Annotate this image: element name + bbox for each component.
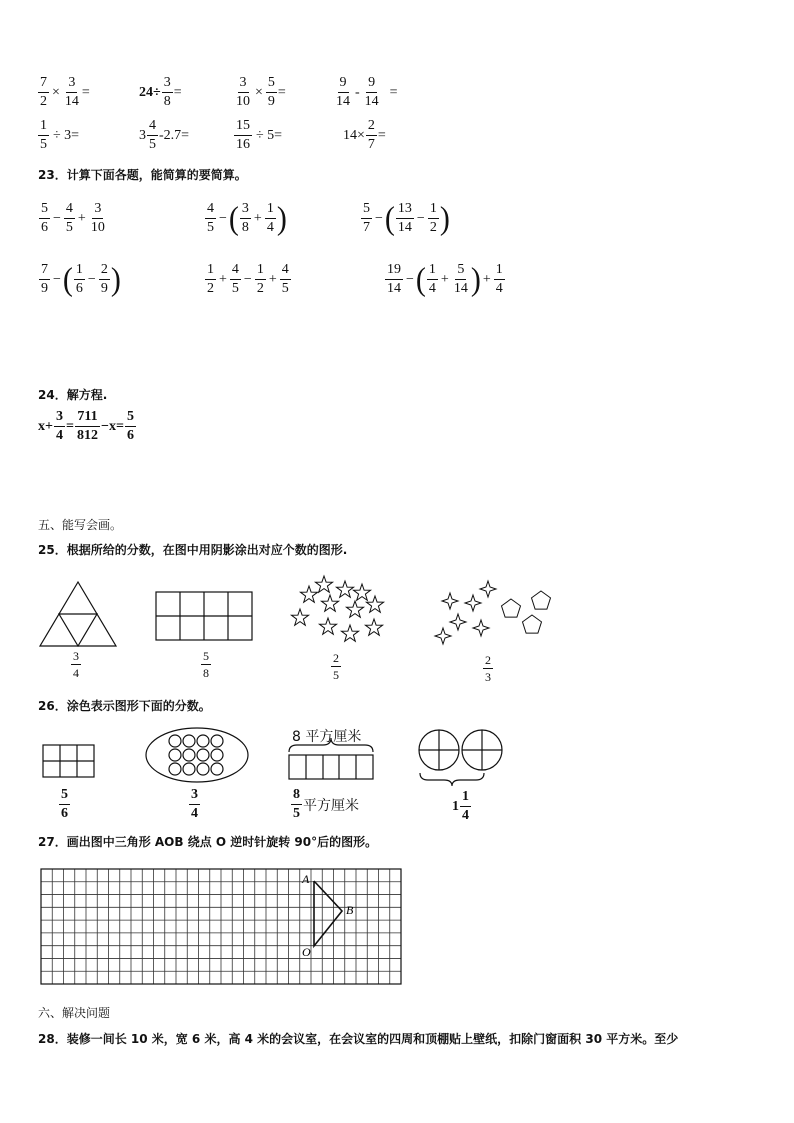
denominator: 6 [126, 428, 134, 443]
sparkle-icon [435, 628, 451, 644]
denominator: 6 [41, 220, 48, 235]
denominator: 9 [267, 94, 275, 109]
right-paren: ) [276, 199, 287, 237]
right-paren: ) [110, 260, 121, 298]
operator: − [375, 210, 383, 226]
two-circles-figure [419, 730, 502, 770]
denominator: 5 [333, 668, 339, 682]
denominator: 8 [203, 666, 209, 680]
problem-24-title: 24．解方程. [38, 388, 108, 402]
sparkles-and-pentagons-figure [435, 581, 551, 644]
brace-icon [410, 770, 490, 790]
right-paren: ) [470, 260, 481, 298]
numerator: 711 [75, 410, 99, 427]
star-icon [321, 595, 338, 611]
numerator: 9 [366, 76, 377, 93]
denominator: 5 [40, 137, 47, 152]
problem-25-figures [30, 570, 590, 685]
operator: × [255, 84, 263, 100]
numerator: 3 [54, 410, 65, 427]
denominator: 2 [207, 281, 214, 296]
numerator: 8 [291, 788, 302, 805]
denominator: 3 [485, 670, 491, 684]
operator: − [406, 271, 414, 287]
prefix: 14× [343, 127, 365, 143]
star-icon [365, 619, 382, 635]
numerator: 1 [265, 202, 276, 219]
p23-row1-e2 [204, 199, 287, 237]
pentagon-icon [502, 599, 521, 617]
denominator: 5 [207, 220, 214, 235]
problem-25-title: 25．根据所给的分数，在图中用阴影涂出对应个数的图形. [38, 543, 348, 557]
numerator: 4 [205, 202, 216, 219]
numerator: 5 [203, 649, 209, 663]
denominator: 8 [163, 94, 171, 109]
denominator: 4 [73, 666, 79, 680]
denominator: 2 [429, 220, 437, 235]
numerator: 5 [39, 202, 50, 219]
star-icon [341, 625, 358, 641]
p23-row1-e1 [38, 202, 108, 235]
numerator: 3 [238, 76, 249, 93]
denominator: 6 [75, 281, 83, 296]
p23-row2-e2 [204, 263, 292, 296]
denominator: 5 [293, 806, 300, 821]
numerator: 9 [338, 76, 349, 93]
numerator: 3 [92, 202, 103, 219]
p23-row1-e3 [360, 199, 450, 237]
numerator: 7 [38, 76, 49, 93]
numerator: 1 [460, 790, 471, 807]
numerator: 5 [455, 263, 466, 280]
p25-label-3 [330, 652, 342, 681]
numerator: 4 [230, 263, 241, 280]
operator: − [53, 210, 61, 226]
triangle-figure [40, 582, 116, 646]
denominator: 5 [281, 281, 289, 296]
star-icon [336, 581, 353, 597]
sparkle-icon [442, 593, 458, 609]
problem-27-title: 27．画出图中三角形 AOB 绕点 O 逆时针旋转 90°后的图形。 [38, 835, 378, 849]
operator: − [416, 210, 425, 226]
calc-r1-e1 [37, 76, 90, 109]
numerator: 4 [64, 202, 75, 219]
operator: + [253, 210, 262, 226]
denominator: 5 [65, 220, 73, 235]
equals: = [377, 127, 386, 143]
numerator: 3 [240, 202, 251, 219]
p25-label-2 [200, 650, 212, 679]
denominator: 14 [64, 94, 79, 109]
grid-2x3-figure [43, 745, 94, 777]
numerator: 19 [385, 263, 403, 280]
star-icon [346, 601, 363, 617]
star-icon [291, 609, 308, 625]
left-paren: ( [228, 199, 239, 237]
numerator: 5 [361, 202, 372, 219]
denominator: 2 [256, 281, 264, 296]
star-icon [319, 618, 336, 634]
equation-prefix: x+ [38, 418, 53, 434]
denominator: 14 [336, 94, 350, 109]
denominator: 4 [495, 281, 503, 296]
operator: − [219, 210, 227, 226]
left-paren: ( [384, 199, 395, 237]
operator: × [52, 84, 60, 100]
sparkle-icon [450, 614, 466, 630]
operator: + [482, 271, 491, 287]
denominator: 4 [266, 220, 274, 235]
prefix: 24÷ [139, 84, 161, 100]
stars-figure [291, 576, 383, 641]
numerator: 2 [99, 263, 110, 280]
numerator: 2 [333, 651, 339, 665]
operator: − [243, 271, 252, 287]
operator: + [268, 271, 277, 287]
p23-row2-e3 [384, 260, 506, 298]
sparkle-icon [465, 595, 481, 611]
numerator: 15 [234, 119, 252, 136]
denominator: 8 [241, 220, 249, 235]
numerator: 3 [189, 788, 200, 805]
denominator: 10 [90, 220, 105, 235]
equation [38, 410, 137, 443]
pentagon-icon [523, 615, 542, 633]
oval-circles-figure [146, 728, 248, 782]
denominator: 14 [387, 281, 401, 296]
rest: ÷ 5= [256, 127, 283, 143]
numerator: 3 [73, 649, 79, 663]
denominator: 6 [61, 806, 68, 821]
operator: − [87, 271, 96, 287]
rotation-grid [40, 868, 404, 988]
numerator: 13 [396, 202, 414, 219]
area-label-top: 8 平方厘米 [292, 729, 362, 745]
right-paren: ) [439, 199, 450, 237]
numerator: 3 [162, 76, 173, 93]
numerator: 1 [205, 263, 216, 280]
denominator: 5 [231, 281, 239, 296]
p26-fraction-3 [290, 788, 359, 821]
equals: = [173, 84, 182, 100]
rectangle-grid-figure [156, 592, 252, 640]
whole: 3 [139, 127, 146, 143]
denominator: 4 [462, 808, 469, 823]
calc-r2-e4 [343, 119, 386, 152]
calc-r1-e4 [333, 76, 398, 109]
star-icon [300, 586, 317, 602]
numerator: 5 [59, 788, 70, 805]
p25-label-4 [482, 654, 494, 683]
operator: + [219, 271, 227, 287]
p25-label-1 [70, 650, 82, 679]
equals: = [81, 84, 90, 100]
equals: = [389, 84, 398, 100]
point-a-label: A [302, 872, 310, 886]
p23-row2-e1 [38, 260, 121, 298]
denominator: 9 [100, 281, 108, 296]
numerator: 1 [255, 263, 266, 280]
star-icon [366, 596, 383, 612]
denominator: 9 [41, 281, 48, 296]
left-paren: ( [415, 260, 426, 298]
point-o-label: O [302, 945, 311, 959]
denominator: 16 [236, 137, 250, 152]
denominator: 14 [397, 220, 412, 235]
pentagon-icon [532, 591, 551, 609]
equation-mid: −x= [100, 418, 124, 434]
unit-label: 平方厘米 [303, 797, 359, 814]
section-6-title: 六、解决问题 [38, 1006, 111, 1020]
calc-r2-e2 [139, 119, 189, 152]
numerator: 5 [266, 76, 277, 93]
denominator: 812 [76, 428, 98, 443]
rest: ÷ 3= [53, 127, 80, 143]
numerator: 3 [66, 76, 77, 93]
numerator: 4 [147, 119, 158, 136]
calc-r1-e2 [139, 76, 182, 109]
denominator: 4 [428, 281, 436, 296]
denominator: 7 [367, 137, 375, 152]
numerator: 1 [494, 263, 505, 280]
problem-26-title: 26．涂色表示图形下面的分数。 [38, 699, 211, 713]
equals: = [65, 418, 74, 434]
p26-fraction-4 [452, 790, 472, 823]
equals: = [277, 84, 286, 100]
operator: + [77, 210, 86, 226]
numerator: 1 [38, 119, 49, 136]
rest: -2.7= [159, 127, 190, 143]
numerator: 1 [428, 202, 439, 219]
denominator: 14 [453, 281, 468, 296]
section-5-title: 五、能写会画。 [38, 518, 123, 532]
denominator: 14 [364, 94, 379, 109]
denominator: 5 [149, 137, 156, 152]
numerator: 1 [74, 263, 85, 280]
calc-r1-e3 [233, 76, 286, 109]
numerator: 2 [366, 119, 377, 136]
star-icon [315, 576, 332, 592]
point-b-label: B [346, 903, 354, 917]
denominator: 10 [236, 94, 250, 109]
denominator: 2 [40, 94, 47, 109]
numerator: 5 [125, 410, 136, 427]
denominator: 4 [191, 806, 198, 821]
operator: − [53, 271, 61, 287]
sparkle-icon [480, 581, 496, 597]
whole: 1 [452, 798, 459, 814]
star-icon [353, 584, 370, 600]
problem-28-text: 28．装修一间长 10 米，宽 6 米，高 4 米的会议室，在会议室的四周和顶棚贴上壁纸，扣除门窗面积 30 平方米。至少 [38, 1032, 679, 1046]
calc-r2-e1 [37, 119, 79, 152]
problem-23-title: 23．计算下面各题，能简算的要简算。 [38, 168, 247, 182]
p26-fraction-2 [188, 788, 201, 821]
numerator: 2 [485, 653, 491, 667]
operator: - [355, 84, 360, 100]
calc-r2-e3 [233, 119, 282, 152]
numerator: 1 [427, 263, 438, 280]
numerator: 7 [39, 263, 50, 280]
p26-fraction-1 [58, 788, 71, 821]
numerator: 4 [280, 263, 291, 280]
operator: + [440, 271, 449, 287]
triangle-aob [314, 881, 342, 946]
left-paren: ( [62, 260, 73, 298]
denominator: 4 [55, 428, 63, 443]
denominator: 7 [363, 220, 370, 235]
sparkle-icon [473, 620, 489, 636]
